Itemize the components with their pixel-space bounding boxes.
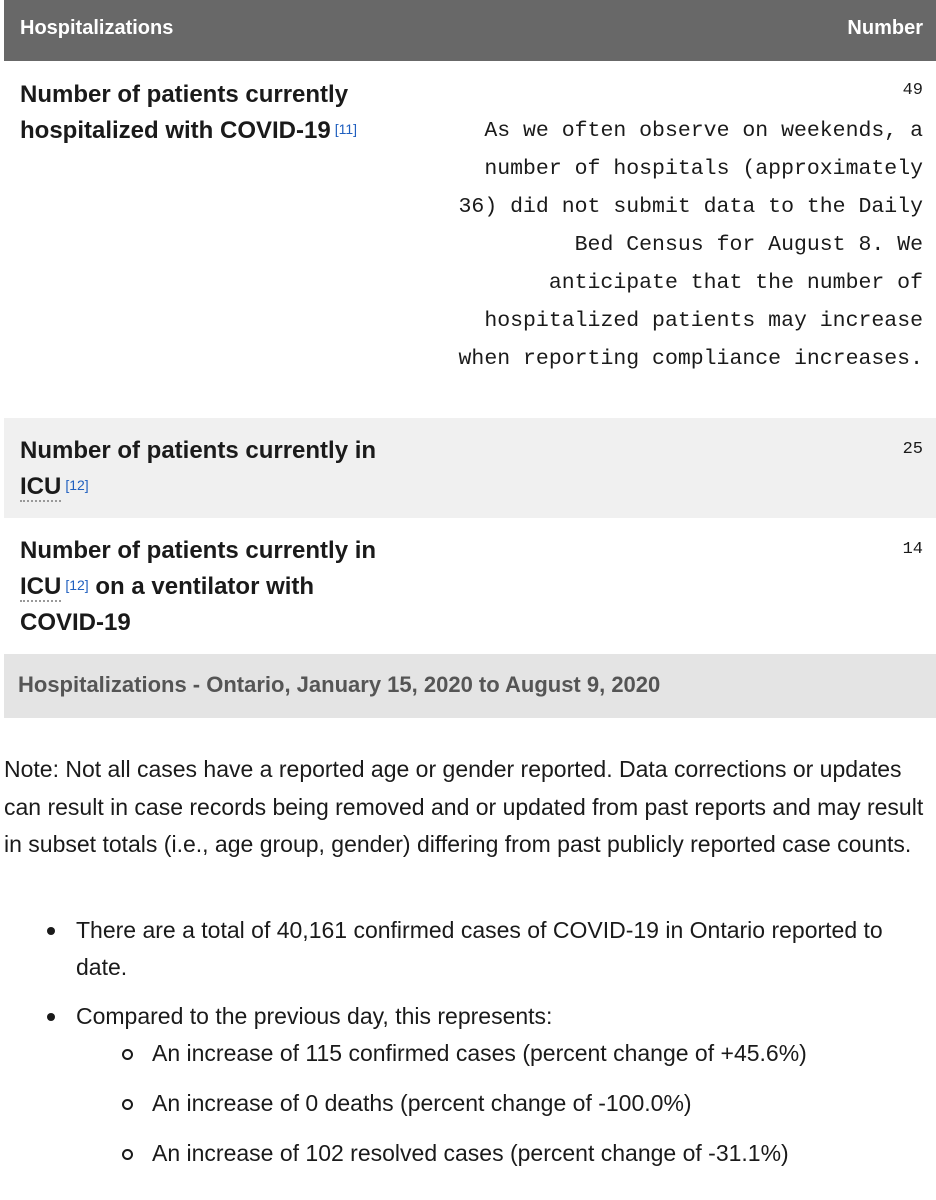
table-header xyxy=(4,0,936,61)
table-row xyxy=(4,61,936,418)
table-caption: Hospitalizations - Ontario, January 15, 2020 to August 9, 2020 xyxy=(4,654,936,718)
row-label-icu: Number of patients currently in ICU [12] xyxy=(20,437,377,500)
list-item: There are a total of 40,161 confirmed cases of COVID-19 in Ontario reported to date. xyxy=(0,912,936,986)
row-label-icu-ventilator: Number of patients currently in ICU [12] on a ventilator with COVID-19 xyxy=(20,537,377,636)
list-item: An increase of 0 deaths (percent change of -100.0%) xyxy=(76,1085,936,1122)
list-item: An increase of 102 resolved cases (percent change of -31.1%) xyxy=(76,1135,936,1172)
note-paragraph: Note: Not all cases have a reported age or gender reported. Data corrections or updates can result in case records being removed and or updated from past reports and may result in subset totals (i.e., age group, gender) differing from past publicly reported case counts. xyxy=(4,756,924,857)
reference-link-12[interactable]: [12] xyxy=(65,577,89,593)
icu-abbreviation[interactable]: ICU xyxy=(20,473,62,500)
row-label-hospitalized: Number of patients currently hospitalized with COVID-19 [11] xyxy=(20,81,358,144)
table-row xyxy=(4,418,936,518)
summary-list xyxy=(0,912,936,1185)
table-row xyxy=(4,518,936,654)
icu-abbreviation[interactable]: ICU xyxy=(20,573,62,600)
change-sublist xyxy=(76,1035,936,1172)
column-header-number: Number xyxy=(847,17,923,39)
reference-link-11[interactable]: [11] xyxy=(334,121,358,137)
reference-link-12[interactable]: [12] xyxy=(65,477,89,493)
value-icu-ventilator: 14 xyxy=(902,540,923,559)
value-hospitalized: 49 xyxy=(902,81,923,100)
hospitalization-note: As we often observe on weekends, a number of hospitals (approximately 36) did not submit data to the Daily Bed Census for August 8. We anticipate that the number of hospitalized patients may increase when reporting compliance increases. xyxy=(458,119,923,371)
column-header-hospitalizations: Hospitalizations xyxy=(20,17,174,39)
list-item: Compared to the previous day, this represents: An increase of 115 confirmed cases (percent change of +45.6%) An increase of 0 deaths (percent change of -100.0%) An increase of 102 resolved cases (percent change of -31.1%) xyxy=(0,998,936,1172)
value-icu: 25 xyxy=(902,440,923,459)
list-item: An increase of 115 confirmed cases (percent change of +45.6%) xyxy=(76,1035,936,1072)
